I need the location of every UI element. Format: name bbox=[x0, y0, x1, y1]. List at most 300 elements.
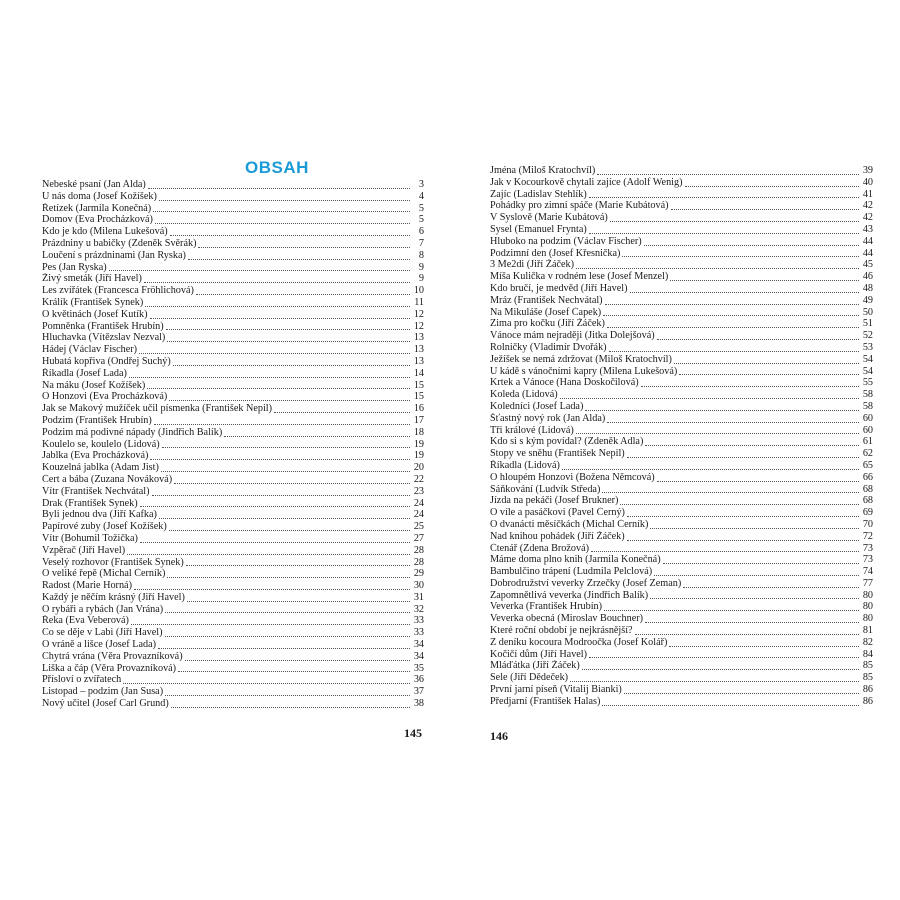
toc-entry bbox=[490, 448, 873, 460]
toc-entry-page: 31 bbox=[413, 591, 424, 603]
toc-entry-page: 33 bbox=[413, 627, 424, 639]
toc-entry-page: 41 bbox=[862, 188, 873, 200]
toc-entry-title: Každý je něčím krásný (Jiří Havel) bbox=[42, 591, 185, 603]
toc-entry bbox=[490, 189, 873, 201]
toc-entry bbox=[42, 368, 424, 380]
toc-entry-title: U kádě s vánočními kapry (Milena Lukešová) bbox=[490, 365, 678, 377]
toc-entry-title: Liška a čáp (Věra Provazníková) bbox=[42, 662, 177, 674]
toc-entry-title: O rybáři a rybách (Jan Vrána) bbox=[42, 603, 164, 615]
dot-leader bbox=[165, 628, 410, 637]
toc-entry-title: Sáňkování (Ludvík Středa) bbox=[490, 483, 601, 495]
toc-entry-title: Dobrodružství veverky Zrzečky (Josef Zeman) bbox=[490, 577, 682, 589]
toc-entry-title: Sele (Jiří Dědeček) bbox=[490, 672, 569, 684]
toc-entry-page: 70 bbox=[862, 518, 873, 530]
dot-leader bbox=[622, 248, 859, 257]
toc-entry-title: Kouzelná jablka (Adam Jist) bbox=[42, 462, 159, 474]
toc-entry bbox=[490, 307, 873, 319]
toc-entry-title: Vítr (František Nechvátal) bbox=[42, 485, 150, 497]
toc-entry bbox=[490, 165, 873, 177]
dot-leader bbox=[224, 428, 410, 437]
dot-leader bbox=[187, 593, 410, 602]
dot-leader bbox=[674, 355, 859, 364]
toc-entry-title: O dvanácti měsíčkách (Michal Černík) bbox=[490, 518, 649, 530]
toc-entry bbox=[490, 460, 873, 472]
dot-leader bbox=[147, 380, 410, 389]
dot-leader bbox=[188, 251, 410, 260]
dot-leader bbox=[154, 416, 410, 425]
toc-entry-title: Máme doma plno knih (Jarmila Konečná) bbox=[490, 554, 661, 566]
dot-leader bbox=[610, 213, 859, 222]
dot-leader bbox=[585, 402, 859, 411]
toc-entry bbox=[42, 615, 424, 627]
dot-leader bbox=[140, 534, 410, 543]
dot-leader bbox=[165, 687, 410, 696]
toc-entry bbox=[490, 413, 873, 425]
toc-entry-page: 18 bbox=[413, 426, 424, 438]
toc-entry-title: Hubatá kopřiva (Ondřej Suchý) bbox=[42, 355, 171, 367]
toc-entry-title: Pohádky pro zimní spáče (Marie Kubátová) bbox=[490, 200, 669, 212]
toc-entry-page: 73 bbox=[862, 542, 873, 554]
toc-entry-page: 4 bbox=[418, 190, 424, 202]
dot-leader bbox=[165, 604, 410, 613]
dot-leader bbox=[161, 463, 410, 472]
toc-entry-title: Bambulčino trápení (Ludmila Pelclová) bbox=[490, 566, 653, 578]
toc-entry-title: Šťastný nový rok (Jan Alda) bbox=[490, 412, 606, 424]
toc-entry-title: O květinách (Josef Kutík) bbox=[42, 308, 148, 320]
toc-entry-page: 51 bbox=[862, 318, 873, 330]
toc-entry bbox=[42, 604, 424, 616]
dot-leader bbox=[645, 614, 859, 623]
dot-leader bbox=[150, 451, 410, 460]
toc-entry-title: Podzim (František Hrubín) bbox=[42, 414, 152, 426]
toc-entry bbox=[490, 519, 873, 531]
toc-entry-title: Nebeské psaní (Jan Alda) bbox=[42, 179, 146, 190]
toc-entry-title: Rolničky (Vladimír Dvořák) bbox=[490, 341, 607, 353]
dot-leader bbox=[591, 543, 859, 552]
toc-entry bbox=[490, 248, 873, 260]
dot-leader bbox=[178, 663, 410, 672]
toc-entry-page: 61 bbox=[862, 436, 873, 448]
dot-leader bbox=[609, 343, 859, 352]
toc-entry-title: Radost (Marie Horná) bbox=[42, 580, 132, 592]
dot-leader bbox=[134, 581, 410, 590]
dot-leader bbox=[562, 461, 859, 470]
page-number-left: 145 bbox=[404, 726, 422, 740]
toc-entry-page: 80 bbox=[862, 601, 873, 613]
toc-entry bbox=[490, 554, 873, 566]
toc-entry-page: 38 bbox=[413, 698, 424, 710]
toc-entry bbox=[490, 484, 873, 496]
toc-entry-page: 58 bbox=[862, 400, 873, 412]
toc-entry-title: Vánoce mám nejraději (Jitka Dolejšová) bbox=[490, 330, 655, 342]
toc-entry-title: O hloupém Honzovi (Božena Němcová) bbox=[490, 471, 655, 483]
toc-entry-page: 44 bbox=[862, 247, 873, 259]
toc-entry bbox=[42, 262, 424, 274]
toc-entry-page: 28 bbox=[413, 556, 424, 568]
toc-entry bbox=[490, 295, 873, 307]
toc-entry bbox=[42, 568, 424, 580]
toc-entry-title: Prázdniny u babičky (Zdeněk Svěrák) bbox=[42, 237, 197, 249]
toc-entry bbox=[42, 415, 424, 427]
toc-entry bbox=[42, 332, 424, 344]
toc-entry-title: Kočičí dům (Jiří Havel) bbox=[490, 648, 588, 660]
toc-entry bbox=[490, 566, 873, 578]
dot-leader bbox=[669, 638, 859, 647]
dot-leader bbox=[129, 369, 410, 378]
toc-entry-title: Stopy ve sněhu (František Nepil) bbox=[490, 448, 625, 460]
toc-entry-page: 49 bbox=[862, 294, 873, 306]
dot-leader bbox=[630, 284, 860, 293]
toc-entry-title: Veverka obecná (Miroslav Bouchner) bbox=[490, 613, 644, 625]
toc-entry-page: 42 bbox=[862, 200, 873, 212]
toc-entry bbox=[42, 403, 424, 415]
toc-entry-page: 33 bbox=[413, 615, 424, 627]
dot-leader bbox=[627, 508, 859, 517]
dot-leader bbox=[127, 546, 410, 555]
toc-entry bbox=[490, 330, 873, 342]
toc-entry bbox=[42, 309, 424, 321]
dot-leader bbox=[169, 522, 410, 531]
toc-entry-page: 22 bbox=[413, 473, 424, 485]
toc-entry bbox=[490, 637, 873, 649]
toc-entry-page: 54 bbox=[862, 365, 873, 377]
toc-entry-title: Byli jednou dva (Jiří Kafka) bbox=[42, 509, 157, 521]
toc-entry-title: Jablka (Eva Procházková) bbox=[42, 450, 149, 462]
toc-entry-title: Pes (Jan Ryska) bbox=[42, 261, 107, 273]
toc-entry-page: 27 bbox=[413, 532, 424, 544]
toc-entry bbox=[42, 557, 424, 569]
dot-leader bbox=[139, 345, 410, 354]
dot-leader bbox=[657, 473, 859, 482]
dot-leader bbox=[185, 652, 410, 661]
toc-entry-title: U nás doma (Josef Kožíšek) bbox=[42, 190, 157, 202]
dot-leader bbox=[131, 616, 410, 625]
toc-entry-title: Mláďátka (Jiří Žáček) bbox=[490, 660, 580, 672]
toc-entry-title: Říkadla (Josef Lada) bbox=[42, 367, 127, 379]
toc-entry-page: 86 bbox=[862, 695, 873, 707]
toc-entry-title: Které roční období je nejkrásnější? bbox=[490, 625, 633, 637]
toc-entry-page: 23 bbox=[413, 485, 424, 497]
dot-leader bbox=[685, 178, 860, 187]
toc-entry bbox=[490, 236, 873, 248]
toc-entry bbox=[42, 580, 424, 592]
toc-entry-title: Na Mikuláše (Josef Čapek) bbox=[490, 306, 602, 318]
toc-entry-page: 82 bbox=[862, 636, 873, 648]
toc-entry-page: 69 bbox=[862, 507, 873, 519]
dot-leader bbox=[635, 626, 859, 635]
toc-entry-title: Mráz (František Nechvátal) bbox=[490, 294, 603, 306]
toc-entry-page: 81 bbox=[862, 625, 873, 637]
toc-entry-title: 3 Me2di (Jiří Žáček) bbox=[490, 259, 575, 271]
toc-entry bbox=[490, 401, 873, 413]
toc-entry bbox=[490, 672, 873, 684]
toc-entry bbox=[490, 259, 873, 271]
toc-entry bbox=[42, 450, 424, 462]
toc-entry-page: 24 bbox=[413, 497, 424, 509]
toc-entry-page: 9 bbox=[418, 261, 424, 273]
toc-entry-title: Řeka (Eva Veberová) bbox=[42, 615, 129, 627]
toc-entry-page: 52 bbox=[862, 330, 873, 342]
toc-entry bbox=[42, 627, 424, 639]
toc-entry-title: Les zvířátek (Francesca Fröhlichová) bbox=[42, 285, 194, 297]
toc-entry-title: Na máku (Josef Kožíšek) bbox=[42, 379, 146, 391]
toc-entry-title: Živý smeták (Jiří Havel) bbox=[42, 273, 142, 285]
toc-entry-title: Kdo bručí, je medvěd (Jiří Havel) bbox=[490, 282, 628, 294]
toc-entry-page: 66 bbox=[862, 471, 873, 483]
toc-entry-page: 10 bbox=[413, 285, 424, 297]
dot-leader bbox=[670, 272, 859, 281]
dot-leader bbox=[607, 414, 859, 423]
toc-entry-title: Kdo si s kým povídal? (Zdeněk Adla) bbox=[490, 436, 644, 448]
toc-entry-page: 60 bbox=[862, 412, 873, 424]
toc-entry bbox=[490, 495, 873, 507]
toc-entry bbox=[42, 592, 424, 604]
toc-entry-title: Pomněnka (František Hrubín) bbox=[42, 320, 164, 332]
dot-leader bbox=[145, 298, 410, 307]
dot-leader bbox=[650, 590, 859, 599]
toc-entry-title: První jarní píseň (Vitalij Bianki) bbox=[490, 684, 622, 696]
toc-entry-page: 3 bbox=[418, 179, 424, 190]
toc-entry bbox=[42, 545, 424, 557]
dot-leader bbox=[167, 569, 410, 578]
toc-entry-page: 17 bbox=[413, 414, 424, 426]
toc-entry-page: 68 bbox=[862, 495, 873, 507]
toc-entry-page: 85 bbox=[862, 672, 873, 684]
toc-entry-title: Hluboko na podzim (Václav Fischer) bbox=[490, 235, 642, 247]
dot-leader bbox=[150, 310, 410, 319]
toc-entry bbox=[42, 663, 424, 675]
toc-entry-title: O vráně a lišce (Josef Lada) bbox=[42, 639, 156, 651]
toc-entry-page: 24 bbox=[413, 509, 424, 521]
toc-entry-title: Zapomnětlivá veverka (Jindřich Balík) bbox=[490, 589, 649, 601]
toc-entry bbox=[42, 250, 424, 262]
toc-entry-page: 20 bbox=[413, 462, 424, 474]
toc-entry bbox=[490, 342, 873, 354]
toc-entry-title: O víle a pasáčkovi (Pavel Černý) bbox=[490, 507, 625, 519]
toc-entry bbox=[42, 533, 424, 545]
toc-entry-title: Jízda na pekáči (Josef Brukner) bbox=[490, 495, 619, 507]
toc-entry-page: 12 bbox=[413, 320, 424, 332]
toc-entry-page: 44 bbox=[862, 235, 873, 247]
toc-entry bbox=[42, 486, 424, 498]
toc-entry-page: 34 bbox=[413, 650, 424, 662]
dot-leader bbox=[186, 557, 410, 566]
dot-leader bbox=[274, 404, 410, 413]
dot-leader bbox=[602, 484, 859, 493]
toc-entry-page: 84 bbox=[862, 648, 873, 660]
toc-entry-title: Z deníku kocoura Modroočka (Josef Kolář) bbox=[490, 636, 668, 648]
toc-entry-page: 77 bbox=[862, 577, 873, 589]
dot-leader bbox=[589, 189, 859, 198]
toc-entry bbox=[490, 507, 873, 519]
toc-entry-page: 43 bbox=[862, 223, 873, 235]
dot-leader bbox=[627, 532, 859, 541]
toc-entry-page: 29 bbox=[413, 568, 424, 580]
dot-leader bbox=[159, 510, 410, 519]
toc-entry-title: Říkadla (Lidová) bbox=[490, 459, 560, 471]
toc-entry-page: 86 bbox=[862, 684, 873, 696]
toc-entry-title: Zajíc (Ladislav Stehlík) bbox=[490, 188, 587, 200]
toc-entry-title: Koledníci (Josef Lada) bbox=[490, 400, 584, 412]
toc-entry bbox=[42, 179, 424, 191]
toc-entry bbox=[490, 601, 873, 613]
toc-entry-title: Koulelo se, koulelo (Lidová) bbox=[42, 438, 160, 450]
dot-leader bbox=[663, 555, 859, 564]
page-number-right: 146 bbox=[490, 729, 508, 743]
dot-leader bbox=[170, 227, 410, 236]
dot-leader bbox=[679, 366, 859, 375]
dot-leader bbox=[657, 331, 859, 340]
toc-entry bbox=[42, 474, 424, 486]
toc-entry-page: 14 bbox=[413, 367, 424, 379]
toc-entry-page: 11 bbox=[414, 296, 424, 308]
toc-entry bbox=[42, 226, 424, 238]
toc-entry-page: 53 bbox=[862, 341, 873, 353]
toc-entry-page: 45 bbox=[862, 259, 873, 271]
toc-entry-page: 35 bbox=[413, 662, 424, 674]
toc-entry bbox=[42, 285, 424, 297]
dot-leader bbox=[589, 225, 859, 234]
dot-leader bbox=[153, 203, 410, 212]
toc-entry-title: Ježíšek se nemá zdržovat (Miloš Kratochvíl) bbox=[490, 353, 672, 365]
toc-entry-title: Nad knihou pohádek (Jiří Žáček) bbox=[490, 530, 625, 542]
dot-leader bbox=[624, 685, 859, 694]
toc-entry bbox=[490, 590, 873, 602]
toc-entry-page: 5 bbox=[418, 202, 424, 214]
toc-entry-title: V Syslově (Marie Kubátová) bbox=[490, 212, 608, 224]
toc-entry-page: 60 bbox=[862, 424, 873, 436]
toc-entry-page: 39 bbox=[862, 165, 873, 176]
toc-entry-title: Domov (Eva Procházková) bbox=[42, 214, 153, 226]
toc-entry-page: 30 bbox=[413, 580, 424, 592]
toc-entry bbox=[490, 613, 873, 625]
toc-entry-page: 13 bbox=[413, 344, 424, 356]
toc-entry-page: 46 bbox=[862, 271, 873, 283]
toc-entry-title: Přísloví o zvířatech bbox=[42, 674, 122, 686]
dot-leader bbox=[582, 661, 859, 670]
toc-entry-page: 58 bbox=[862, 389, 873, 401]
toc-entry-title: O veliké řepě (Michal Černík) bbox=[42, 568, 166, 580]
toc-entry-page: 50 bbox=[862, 306, 873, 318]
toc-entry-page: 40 bbox=[862, 176, 873, 188]
toc-entry-page: 80 bbox=[862, 613, 873, 625]
toc-entry-page: 25 bbox=[413, 521, 424, 533]
toc-entry bbox=[42, 344, 424, 356]
toc-entry-page: 19 bbox=[413, 450, 424, 462]
dot-leader bbox=[654, 567, 859, 576]
toc-entry bbox=[490, 354, 873, 366]
toc-entry bbox=[490, 425, 873, 437]
toc-entry-page: 34 bbox=[413, 639, 424, 651]
dot-leader bbox=[650, 520, 859, 529]
dot-leader bbox=[641, 378, 859, 387]
dot-leader bbox=[196, 286, 410, 295]
toc-entry-title: Tři králové (Lidová) bbox=[490, 424, 574, 436]
toc-entry-page: 5 bbox=[418, 214, 424, 226]
toc-entry-page: 15 bbox=[413, 379, 424, 391]
toc-entry bbox=[490, 177, 873, 189]
toc-entry bbox=[42, 191, 424, 203]
dot-leader bbox=[158, 640, 410, 649]
toc-entry-title: Hádej (Václav Fischer) bbox=[42, 344, 138, 356]
toc-entry bbox=[490, 578, 873, 590]
dot-leader bbox=[602, 697, 859, 706]
dot-leader bbox=[152, 487, 411, 496]
toc-entry bbox=[490, 271, 873, 283]
toc-entry-title: Sysel (Emanuel Frynta) bbox=[490, 223, 587, 235]
toc-entry bbox=[490, 318, 873, 330]
toc-entry-page: 74 bbox=[862, 566, 873, 578]
dot-leader bbox=[576, 260, 859, 269]
toc-entry-page: 8 bbox=[418, 249, 424, 261]
toc-entry-page: 42 bbox=[862, 212, 873, 224]
toc-entry bbox=[42, 380, 424, 392]
dot-leader bbox=[560, 390, 859, 399]
toc-entry bbox=[490, 366, 873, 378]
toc-entry-title: Jména (Miloš Kratochvíl) bbox=[490, 165, 596, 176]
toc-entry bbox=[42, 321, 424, 333]
toc-entry-title: Jak se Makový mužíček učil písmenka (František Nepil) bbox=[42, 403, 273, 415]
toc-entry-page: 73 bbox=[862, 554, 873, 566]
toc-entry-title: Vítr (Bohumil Tožička) bbox=[42, 532, 138, 544]
toc-entry-page: 36 bbox=[413, 674, 424, 686]
toc-entry bbox=[42, 698, 424, 710]
dot-leader bbox=[576, 425, 859, 434]
toc-entry-page: 72 bbox=[862, 530, 873, 542]
toc-entry bbox=[42, 391, 424, 403]
toc-entry-page: 15 bbox=[413, 391, 424, 403]
toc-entry bbox=[490, 224, 873, 236]
dot-leader bbox=[198, 239, 410, 248]
toc-entry-title: Jak v Kocourkově chytali zajíce (Adolf Wenig) bbox=[490, 176, 683, 188]
toc-entry-title: Vzpěrač (Jiří Havel) bbox=[42, 544, 126, 556]
dot-leader bbox=[570, 673, 859, 682]
dot-leader bbox=[155, 215, 410, 224]
toc-entry-title: Zima pro kočku (Jiří Žáček) bbox=[490, 318, 605, 330]
dot-leader bbox=[171, 699, 410, 708]
toc-entry-title: Nový učitel (Josef Carl Grund) bbox=[42, 698, 169, 710]
toc-entry-title: O Honzovi (Eva Procházková) bbox=[42, 391, 168, 403]
toc-entry bbox=[42, 462, 424, 474]
dot-leader bbox=[148, 180, 410, 189]
toc-entry-title: Loučení s prázdninami (Jan Ryska) bbox=[42, 249, 186, 261]
toc-entry bbox=[42, 439, 424, 451]
toc-entry-title: Krtek a Vánoce (Hana Doskočilová) bbox=[490, 377, 639, 389]
dot-leader bbox=[603, 307, 859, 316]
dot-leader bbox=[620, 496, 859, 505]
toc-entry-page: 32 bbox=[413, 603, 424, 615]
dot-leader bbox=[109, 262, 410, 271]
toc-entry-page: 54 bbox=[862, 353, 873, 365]
toc-entry bbox=[490, 283, 873, 295]
toc-entry bbox=[42, 509, 424, 521]
toc-entry-title: Podzimní den (Josef Křesnička) bbox=[490, 247, 621, 259]
toc-entry-page: 85 bbox=[862, 660, 873, 672]
toc-entry-page: 55 bbox=[862, 377, 873, 389]
toc-entry-title: Čert a bába (Zuzana Nováková) bbox=[42, 473, 173, 485]
toc-entry bbox=[42, 297, 424, 309]
toc-entry bbox=[490, 472, 873, 484]
toc-entry-title: Kdo je kdo (Milena Lukešová) bbox=[42, 226, 168, 238]
toc-entry-title: Předjarní (František Halas) bbox=[490, 695, 601, 707]
dot-leader bbox=[174, 475, 410, 484]
toc-entry bbox=[42, 238, 424, 250]
dot-leader bbox=[144, 274, 410, 283]
toc-entry-page: 9 bbox=[418, 273, 424, 285]
toc-entry bbox=[490, 660, 873, 672]
toc-entry-page: 65 bbox=[862, 459, 873, 471]
toc-entry bbox=[490, 531, 873, 543]
